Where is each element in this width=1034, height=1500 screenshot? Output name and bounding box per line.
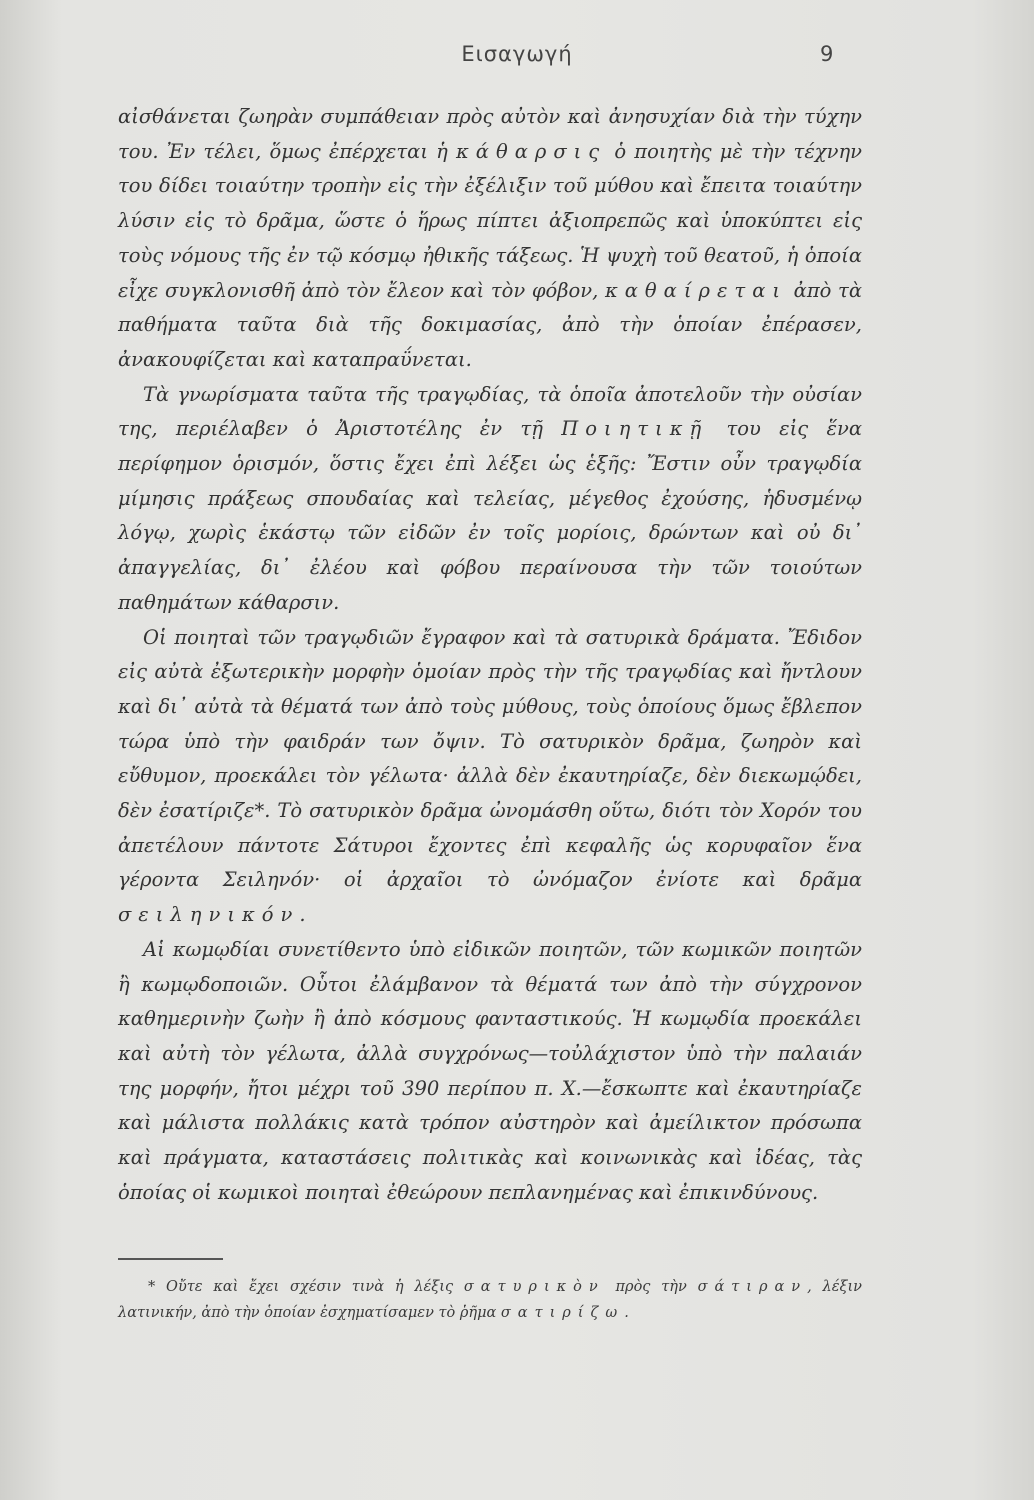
emphasized-term: κάθαρσις — [456, 139, 607, 163]
footnote — [118, 1274, 862, 1326]
paragraph — [118, 100, 862, 378]
text-run: , λέξιν λατινικήν, ἀπὸ τὴν ὁποίαν ἐσχηματίσαμεν τὸ ῥῆμα — [118, 1279, 862, 1321]
emphasized-term: σατιρίζω — [500, 1305, 625, 1321]
emphasized-term: Ποιητικῇ — [561, 417, 709, 441]
paragraph — [118, 378, 862, 621]
emphasized-term: σάτιραν — [697, 1279, 808, 1295]
emphasized-term: σειληνικόν — [118, 903, 300, 927]
text-run: Οἱ ποιηταὶ τῶν τραγῳδιῶν ἔγραφον καὶ τὰ σατυρικὰ δράματα. Ἔδιδον εἰς αὐτὰ ἐξωτερικὴν μορφὴν ὁμοίαν πρὸς τὴν τῆς τραγῳδίας καὶ ἤντλουν καὶ δι᾽ αὐτὰ τὰ θέματά των ἀπὸ τοὺς μύθους, τοὺς ὁποίους ὅμως ἔβλεπον τώρα ὑπὸ τὴν φαιδράν των ὄψιν. Τὸ σατυρικὸν δρᾶμα, ζωηρὸν καὶ εὔθυμον, προεκάλει τὸν γέλωτα· ἀλλὰ δὲν ἐκαυτηρίαζε, δὲν διεκωμῴδει, δὲν ἐσατίριζε*. Τὸ σατυρικὸν δρᾶμα ὠνομάσθη οὕτω, διότι τὸν Χορόν του ἀπετέλουν πάντοτε Σάτυροι ἔχοντες ἐπὶ κεφαλῆς ὡς κορυφαῖον ἕνα γέροντα Σειληνόν· οἱ ἀρχαῖοι τὸ ὠνόμαζον ἐνίοτε καὶ δρᾶμα — [118, 625, 862, 892]
text-run: του εἰς ἕνα περίφημον ὁρισμόν, ὅστις ἔχει ἐπὶ λέξει ὡς ἑξῆς: Ἔστιν οὖν τραγῳδία μίμησις πράξεως σπουδαίας καὶ τελείας, μέγεθος ἐχούσης, ἡδυσμένῳ λόγῳ, χωρὶς ἑκάστῳ τῶν εἰδῶν ἐν τοῖς μορίοις, δρώντων καὶ οὐ δι᾽ ἀπαγγελίας, δι᾽ ἐλέου καὶ φόβου περαίνουσα τὴν τῶν τοιούτων παθημάτων κάθαρσιν. — [118, 417, 862, 614]
text-run: * Οὔτε καὶ ἔχει σχέσιν τινὰ ἡ λέξις — [148, 1279, 464, 1295]
text-run: . — [624, 1305, 629, 1321]
text-run: πρὸς τὴν — [604, 1279, 698, 1295]
emphasized-term: σατυρικὸν — [463, 1279, 605, 1295]
page-number: 9 — [820, 42, 834, 66]
emphasized-term: καθαίρεται — [604, 278, 788, 302]
text-run: Αἱ κωμῳδίαι συνετίθεντο ὑπὸ εἰδικῶν ποιητῶν, τῶν κωμικῶν ποιητῶν ἢ κωμῳδοποιῶν. Οὗτοι ἐλάμβανον τὰ θέματά των ἀπὸ τὴν σύγχρονον καθημερινὴν ζωὴν ἢ ἀπὸ κόσμους φανταστικούς. Ἡ κωμῳδία προεκάλει καὶ αὐτὴ τὸν γέλωτα, ἀλλὰ συγχρόνως—τοὐλάχιστον ὑπὸ τὴν παλαιάν της μορφήν, ἤτοι μέχρι τοῦ 390 περίπου π. Χ.—ἔσκωπτε καὶ ἐκαυτηρίαζε καὶ μάλιστα πολλάκις κατὰ τρόπον αὐστηρὸν καὶ ἀμείλικτον πρόσωπα καὶ πράγματα, καταστάσεις πολιτικὰς καὶ κοινωνικὰς καὶ ἰδέας, τὰς ὁποίας οἱ κωμικοὶ ποιηταὶ ἐθεώρουν πεπλανημένας καὶ ἐπικινδύνους. — [118, 937, 862, 1204]
paragraph — [118, 933, 862, 1211]
text-run: ἀπὸ τὰ παθήματα ταῦτα διὰ τῆς δοκιμασίας, ἀπὸ τὴν ὁποίαν ἐπέρασεν, ἀνακουφίζεται καὶ καταπραΰνεται. — [118, 278, 862, 371]
text-run: Τὰ γνωρίσματα ταῦτα τῆς τραγῳδίας, τὰ ὁποῖα ἀποτελοῦν τὴν οὐσίαν της, περιέλαβεν ὁ Ἀριστοτέλης ἐν τῇ — [118, 382, 862, 441]
footnotes — [118, 1274, 862, 1326]
footnote-divider — [118, 1258, 223, 1260]
text-run: ὁ ποιητὴς μὲ τὴν τέχνην του δίδει τοιαύτην τροπὴν εἰς τὴν ἐξέλιξιν τοῦ μύθου καὶ ἔπειτα τοιαύτην λύσιν εἰς τὸ δρᾶμα, ὥστε ὁ ἥρως πίπτει ἀξιοπρεπῶς καὶ ὑποκύπτει εἰς τοὺς νόμους τῆς ἐν τῷ κόσμῳ ἠθικῆς τάξεως. Ἡ ψυχὴ τοῦ θεατοῦ, ἡ ὁποία εἶχε συγκλονισθῆ ἀπὸ τὸν ἔλεον καὶ τὸν φόβον, — [118, 139, 862, 302]
text-run: . — [299, 903, 306, 927]
text-run: αἰσθάνεται ζωηρὰν συμπάθειαν πρὸς αὐτὸν καὶ ἀνησυχίαν διὰ τὴν τύχην του. Ἐν τέλει, ὅμως ἐπέρχεται ἡ — [118, 105, 862, 163]
paragraph — [118, 621, 862, 933]
running-head: Εισαγωγή — [461, 42, 573, 66]
body-text — [118, 100, 862, 1211]
